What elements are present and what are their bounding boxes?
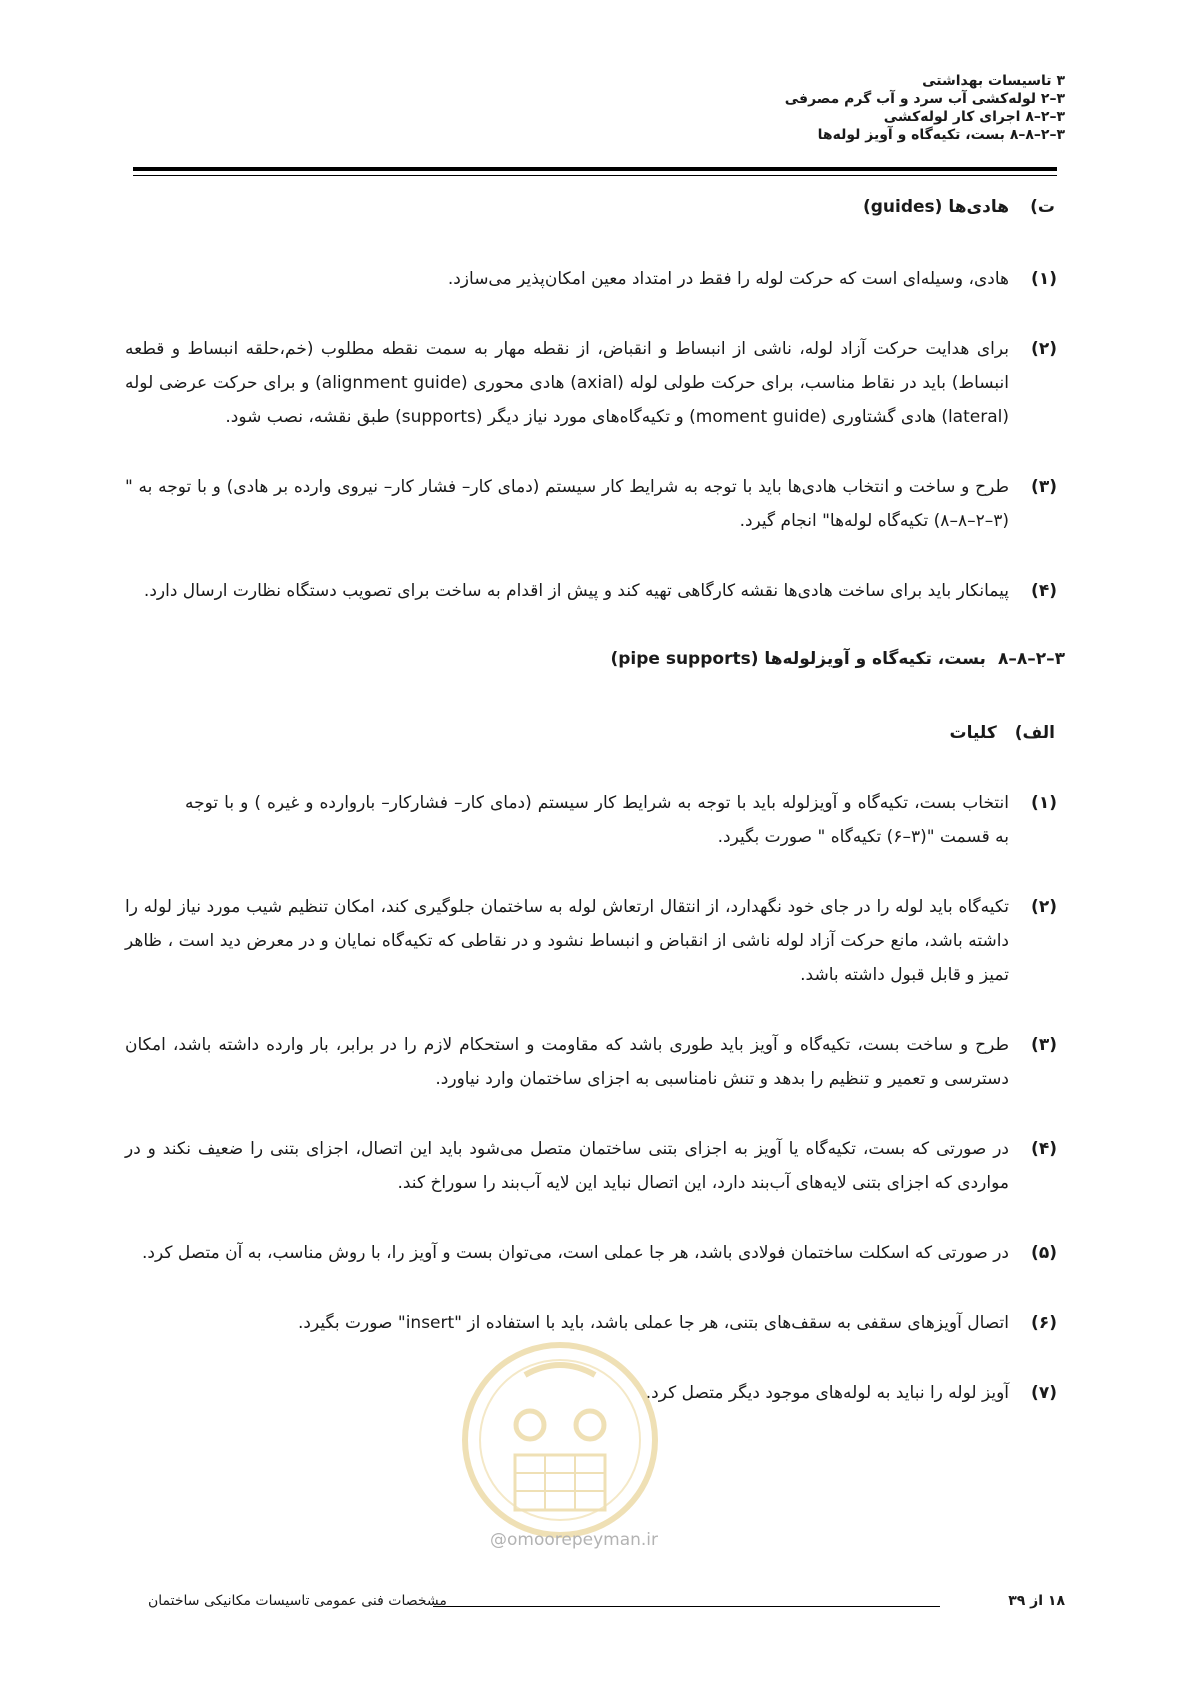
general-item-4 (125, 1132, 1065, 1200)
header-rule-thick (133, 167, 1057, 171)
general-heading (125, 716, 1055, 750)
page-footer (148, 1593, 1065, 1617)
header-chapter: ۳ تاسیسات بهداشتی (922, 73, 1065, 89)
guides-item-4 (125, 574, 1065, 608)
footer-title: مشخصات فنی عمومی تاسیسات مکانیکی ساختمان (148, 1593, 447, 1609)
item-number: (۵) (1031, 1243, 1057, 1263)
section-heading (125, 642, 1065, 676)
item-text: اتصال آویزهای سقفی به سقف‌های بتنی، هر جا عملی باشد، باید با استفاده از "insert" صورت بگیرد. (298, 1313, 1009, 1333)
page-number: ۱۸ از ۳۹ (1008, 1593, 1065, 1609)
general-item-1 (125, 786, 1065, 854)
item-number: (۲) (1031, 339, 1057, 359)
item-number: (۱) (1031, 793, 1057, 813)
guides-item-2 (125, 332, 1065, 434)
guides-heading-mark: ت) (1030, 197, 1055, 217)
item-text: طرح و ساخت و انتخاب هادی‌ها باید با توجه به شرایط کار سیستم (دمای کار– فشار کار– نیروی وارده بر هادی) و با توجه به "(۳–۲–۸–۸) تکیه‌گاه لوله‌ها" انجام گیرد. (125, 477, 1009, 531)
item-text: برای هدایت حرکت آزاد لوله، ناشی از انبساط و انقباض، از نقطه مهار به سمت نقطه مطلوب (خم،حلقه انبساط و قطعه انبساط) باید در نقاط مناسب، برای حرکت طولی لوله (axial) هادی محوری (alignment guide) و برای حرکت عرضی لوله (lateral) هادی گشتاوری (moment guide) و تکیه‌گاه‌های مورد نیاز دیگر (supports) طبق نقشه، نصب شود. (125, 339, 1010, 427)
item-number: (۳) (1031, 477, 1057, 497)
header-rule-thin (133, 175, 1057, 176)
item-text: انتخاب بست، تکیه‌گاه و آویزلوله باید با توجه به شرایط کار سیستم (دمای کار– فشارکار– باروارده و غیره ) و با توجه به قسمت "(۳–۶) تکیه‌گاه " صورت بگیرد. (185, 793, 1009, 847)
guides-heading (125, 190, 1055, 224)
general-item-5 (125, 1236, 1065, 1270)
general-heading-mark: الف) (1014, 723, 1055, 743)
general-heading-title: کلیات (949, 723, 997, 743)
item-text: هادی، وسیله‌ای است که حرکت لوله را فقط در امتداد معین امکان‌پذیر می‌سازد. (447, 269, 1009, 289)
document-body (125, 190, 1065, 1410)
section-title: بست، تکیه‌گاه و آویزلوله‌ها (pipe supports) (610, 649, 986, 669)
item-text: پیمانکار باید برای ساخت هادی‌ها نقشه کارگاهی تهیه کند و پیش از اقدام به ساخت برای تصویب دستگاه نظارت ارسال دارد. (143, 581, 1009, 601)
item-number: (۲) (1031, 897, 1057, 917)
header-section: ۳–۲ لوله‌کشی آب سرد و آب گرم مصرفی (784, 91, 1065, 107)
item-number: (۴) (1031, 581, 1057, 601)
item-text: طرح و ساخت بست، تکیه‌گاه و آویز باید طوری باشد که مقاومت و استحکام لازم را در برابر، بار وارده داشته باشد، امکان دسترسی و تعمیر و تنظیم را بدهد و تنش نامناسبی به اجزای ساختمان وارد نیاورد. (125, 1035, 1009, 1089)
item-number: (۱) (1031, 269, 1057, 289)
item-text: تکیه‌گاه باید لوله را در جای خود نگهدارد، از انتقال ارتعاش لوله به ساختمان جلوگیری کند، امکان تنظیم شیب مورد نیاز لوله را داشته باشد، مانع حرکت آزاد لوله ناشی از انقباض و انبساط نشود و در نقاطی که تکیه‌گاه نمایان و در معرض دید است ، ظاهر تمیز و قابل قبول داشته باشد. (125, 897, 1009, 985)
general-item-2 (125, 890, 1065, 992)
item-number: (۳) (1031, 1035, 1057, 1055)
guides-item-3 (125, 470, 1065, 538)
item-number: (۴) (1031, 1139, 1057, 1159)
item-number: (۶) (1031, 1313, 1057, 1333)
header-topic: ۳–۲–۸–۸ بست، تکیه‌گاه و آویز لوله‌ها (817, 127, 1065, 143)
item-text: در صورتی که بست، تکیه‌گاه یا آویز به اجزای بتنی ساختمان متصل می‌شود باید این اتصال، اجزای بتنی را ضعیف نکند و در مواردی که اجزای بتنی لایه‌های آب‌بند دارد، این اتصال نباید این لایه آب‌بند را سوراخ کند. (125, 1139, 1009, 1193)
header-subsection: ۳–۲–۸ اجرای کار لوله‌کشی (883, 109, 1065, 125)
watermark-text: @omoorepeyman.ir (490, 1530, 659, 1550)
footer-rule (433, 1606, 940, 1607)
item-text: آویز لوله را نباید به لوله‌های موجود دیگر متصل کرد. (645, 1383, 1009, 1403)
section-number: ۳–۲–۸–۸ (997, 649, 1065, 669)
item-number: (۷) (1031, 1383, 1057, 1403)
item-text: در صورتی که اسکلت ساختمان فولادی باشد، هر جا عملی است، می‌توان بست و آویز را، با روش مناسب، به آن متصل کرد. (142, 1243, 1009, 1263)
general-item-3 (125, 1028, 1065, 1096)
guides-item-1 (125, 262, 1065, 296)
page-header (125, 72, 1065, 144)
guides-heading-title: هادی‌ها (guides) (862, 197, 1009, 217)
